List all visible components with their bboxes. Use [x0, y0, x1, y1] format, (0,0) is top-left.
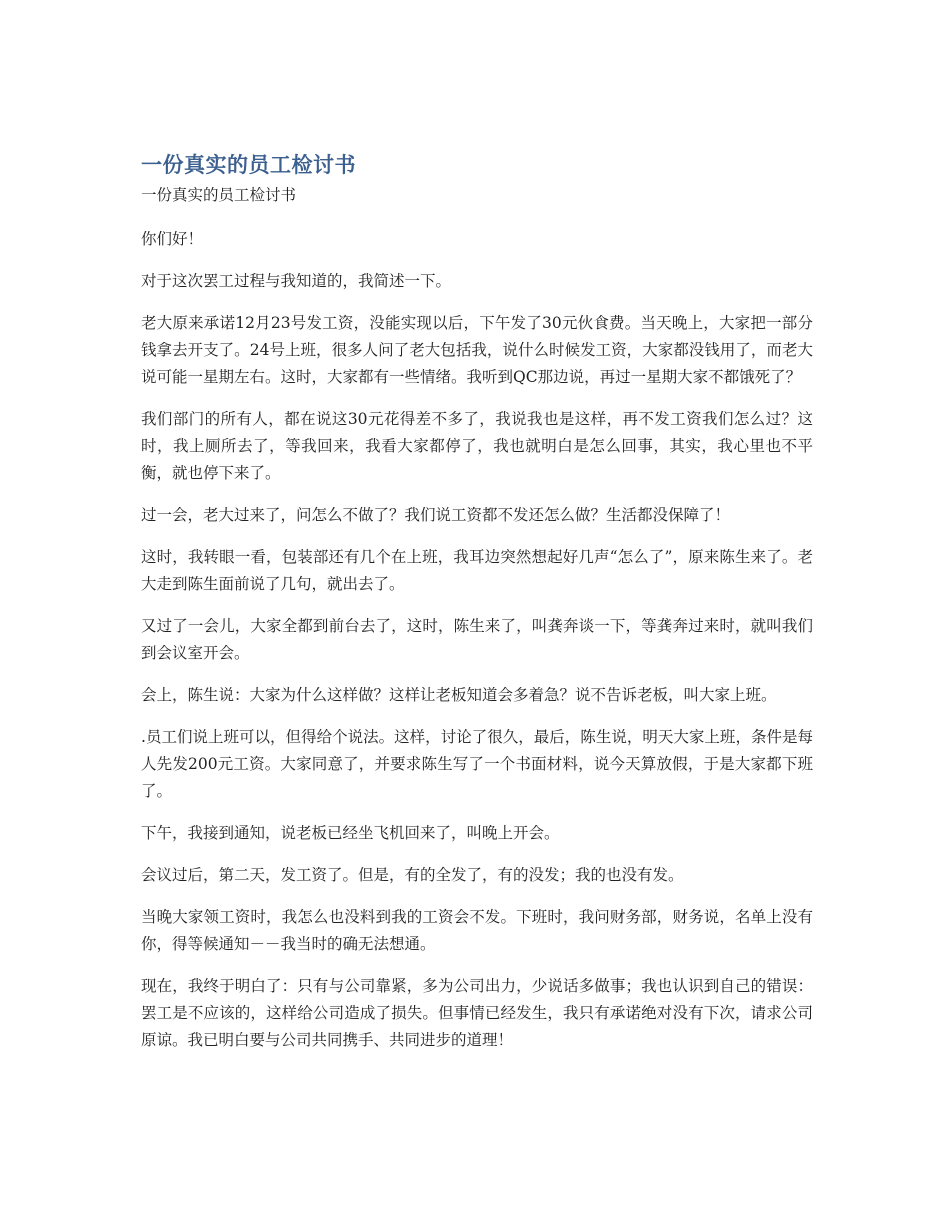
paragraph-9: 会议过后，第二天，发工资了。但是，有的全发了，有的没发；我的也没有发。 — [141, 866, 684, 884]
paragraph-6: 会上，陈生说：大家为什么这样做？这样让老板知道会多着急？说不告诉老板，叫大家上班。 — [141, 686, 777, 704]
paragraph-7: .员工们说上班可以，但得给个说法。这样，讨论了很久，最后，陈生说，明天大家上班，条件是每人先发200元工资。大家同意了，并要求陈生写了一个书面材料，说今天算放假，于是大家都下班了。 — [141, 728, 813, 800]
paragraph-8: 下午，我接到通知，说老板已经坐飞机回来了，叫晚上开会。 — [141, 824, 560, 842]
document-title: 一份真实的员工检讨书 — [141, 153, 356, 177]
paragraph-10: 当晚大家领工资时，我怎么也没料到我的工资会不发。下班时，我问财务部，财务说，名单上没有你，得等候通知－－我当时的确无法想通。 — [141, 908, 813, 953]
paragraph-4: 这时，我转眼一看，包装部还有几个在上班，我耳边突然想起好几声“怎么了”，原来陈生来了。老大走到陈生面前说了几句，就出去了。 — [141, 548, 813, 593]
paragraph-5: 又过了一会儿，大家全都到前台去了，这时，陈生来了，叫龚奔谈一下，等龚奔过来时，就叫我们到会议室开会。 — [141, 617, 813, 662]
paragraph-conclusion: 现在，我终于明白了：只有与公司靠紧，多为公司出力，少说话多做事；我也认识到自己的错误：罢工是不应该的，这样给公司造成了损失。但事情已经发生，我只有承诺绝对没有下次，请求公司原谅。我已明白要与公司共同携手、共同进步的道理！ — [141, 977, 813, 1049]
paragraph-intro: 对于这次罢工过程与我知道的，我简述一下。 — [141, 272, 452, 290]
paragraph-1: 老大原来承诺12月23号发工资，没能实现以后，下午发了30元伙食费。当天晚上，大家把一部分钱拿去开支了。24号上班，很多人问了老大包括我，说什么时候发工资，大家都没钱用了，而老大说可能一星期左右。这时，大家都有一些情绪。我听到QC那边说，再过一星期大家不都饿死了？ — [141, 314, 813, 386]
paragraph-3: 过一会，老大过来了，问怎么不做了？我们说工资都不发还怎么做？生活都没保障了！ — [141, 506, 731, 524]
paragraph-2: 我们部门的所有人，都在说这30元花得差不多了，我说我也是这样，再不发工资我们怎么过？这时，我上厕所去了，等我回来，我看大家都停了，我也就明白是怎么回事，其实，我心里也不平衡，就也停下来了。 — [141, 410, 813, 482]
paragraph-greeting: 你们好！ — [141, 230, 204, 248]
document-page — [141, 150, 813, 1054]
document-subtitle: 一份真实的员工检讨书 — [141, 186, 297, 204]
